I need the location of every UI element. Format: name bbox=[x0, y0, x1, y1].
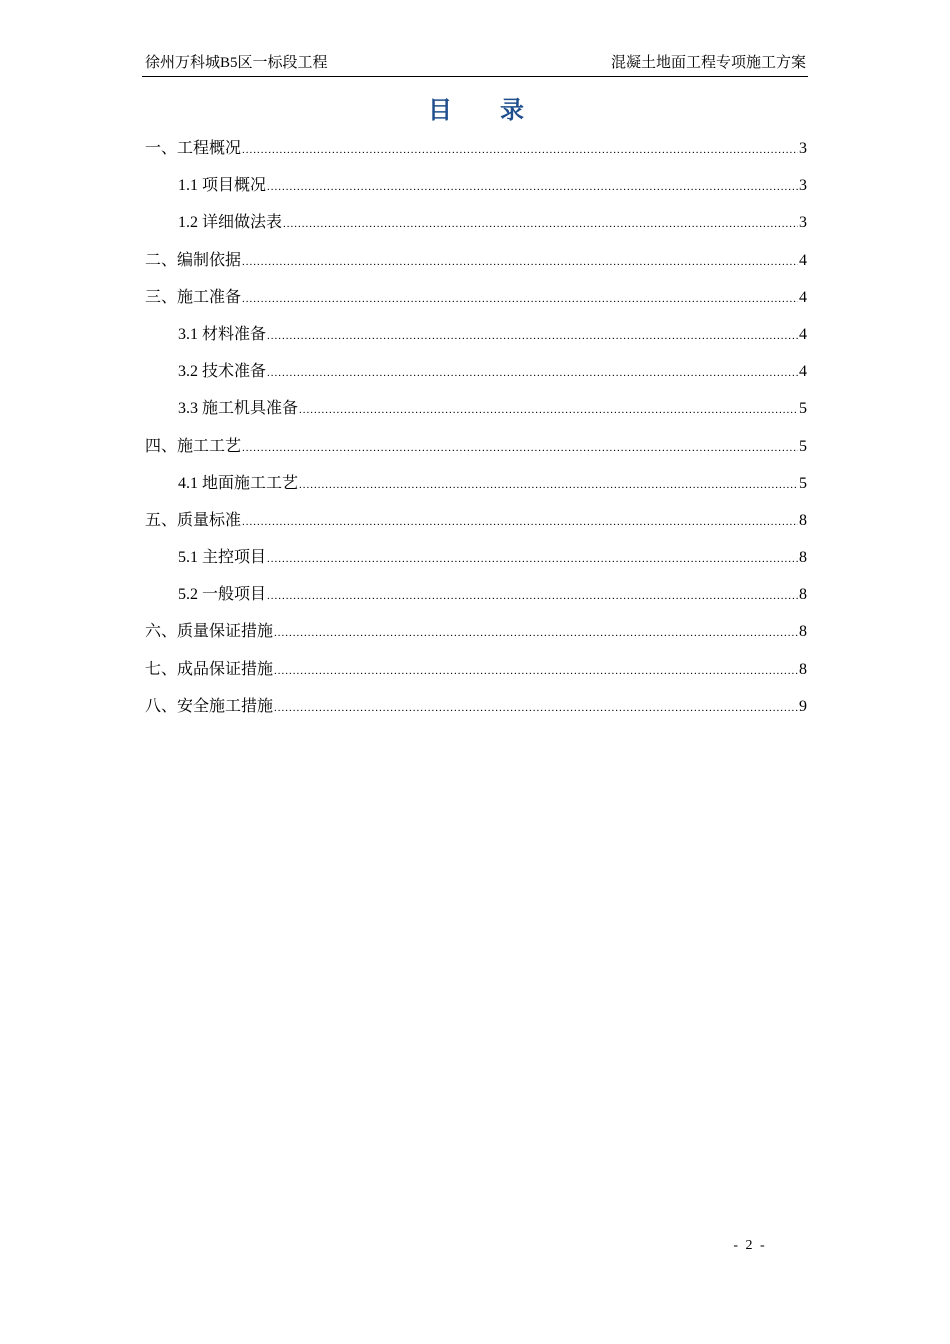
toc-entry-page: 5 bbox=[799, 400, 807, 418]
toc-entry-label: 5.1 主控项目 bbox=[178, 549, 267, 567]
toc-dot-leader bbox=[299, 467, 798, 504]
toc-entry-page: 4 bbox=[799, 251, 807, 269]
toc-entry-label: 三、施工准备 bbox=[145, 288, 242, 306]
header-document-title: 混凝土地面工程专项施工方案 bbox=[610, 55, 806, 71]
toc-dot-leader bbox=[274, 690, 798, 727]
toc-entry-label: 六、质量保证措施 bbox=[145, 623, 274, 641]
toc-entry-page: 3 bbox=[799, 177, 807, 195]
toc-title: 目录 bbox=[428, 96, 572, 124]
toc-dot-leader bbox=[267, 578, 798, 615]
toc-entry-label: 八、安全施工措施 bbox=[145, 697, 274, 715]
toc-entry-label: 4.1 地面施工工艺 bbox=[178, 474, 299, 492]
toc-entry-label: 3.3 施工机具准备 bbox=[178, 400, 299, 418]
toc-dot-leader bbox=[242, 430, 798, 467]
toc-entry-page: 3 bbox=[799, 214, 807, 232]
toc-entry[interactable] bbox=[145, 279, 807, 316]
toc-entry[interactable] bbox=[145, 502, 807, 539]
toc-entry-label: 一、工程概况 bbox=[145, 140, 242, 157]
toc-dot-leader bbox=[242, 132, 798, 169]
toc-entry[interactable] bbox=[145, 613, 807, 650]
toc-dot-leader bbox=[299, 392, 798, 429]
toc-entry[interactable] bbox=[145, 167, 807, 204]
toc-dot-leader bbox=[283, 206, 798, 243]
toc-entry-page: 4 bbox=[799, 325, 807, 343]
toc-entry-label: 二、编制依据 bbox=[145, 251, 242, 269]
toc-dot-leader bbox=[267, 318, 798, 355]
toc-entry[interactable] bbox=[145, 130, 807, 167]
toc-entry[interactable] bbox=[145, 688, 807, 725]
page-number: - 2 - bbox=[733, 1238, 767, 1253]
toc-entry-label: 5.2 一般项目 bbox=[178, 586, 267, 604]
table-of-contents bbox=[145, 130, 807, 725]
toc-entry[interactable] bbox=[145, 390, 807, 427]
page-header bbox=[142, 52, 808, 77]
header-project-name: 徐州万科城B5区一标段工程 bbox=[145, 55, 328, 71]
toc-entry-label: 3.1 材料准备 bbox=[178, 325, 267, 343]
toc-entry-page: 8 bbox=[799, 623, 807, 641]
toc-entry[interactable] bbox=[145, 316, 807, 353]
toc-entry[interactable] bbox=[145, 539, 807, 576]
toc-dot-leader bbox=[267, 355, 798, 392]
toc-entry-page: 3 bbox=[799, 140, 807, 157]
toc-entry[interactable] bbox=[145, 242, 807, 279]
toc-dot-leader bbox=[242, 504, 798, 541]
toc-entry[interactable] bbox=[145, 651, 807, 688]
toc-dot-leader bbox=[242, 244, 798, 281]
toc-entry-label: 七、成品保证措施 bbox=[145, 660, 274, 678]
toc-dot-leader bbox=[267, 541, 798, 578]
toc-entry-label: 五、质量标准 bbox=[145, 511, 242, 529]
toc-entry-page: 5 bbox=[799, 437, 807, 455]
toc-entry-page: 5 bbox=[799, 474, 807, 492]
toc-entry-label: 1.2 详细做法表 bbox=[178, 214, 283, 232]
toc-dot-leader bbox=[242, 281, 798, 318]
toc-entry[interactable] bbox=[145, 204, 807, 241]
toc-entry[interactable] bbox=[145, 465, 807, 502]
toc-entry-label: 3.2 技术准备 bbox=[178, 363, 267, 381]
toc-entry-page: 4 bbox=[799, 288, 807, 306]
toc-entry-page: 9 bbox=[799, 697, 807, 715]
toc-entry[interactable] bbox=[145, 428, 807, 465]
toc-entry[interactable] bbox=[145, 353, 807, 390]
toc-entry-page: 8 bbox=[799, 660, 807, 678]
toc-entry[interactable] bbox=[145, 576, 807, 613]
toc-entry-page: 8 bbox=[799, 511, 807, 529]
toc-dot-leader bbox=[274, 653, 798, 690]
toc-entry-label: 四、施工工艺 bbox=[145, 437, 242, 455]
toc-entry-label: 1.1 项目概况 bbox=[178, 177, 267, 195]
toc-dot-leader bbox=[267, 169, 798, 206]
toc-entry-page: 8 bbox=[799, 549, 807, 567]
toc-entry-page: 8 bbox=[799, 586, 807, 604]
toc-entry-page: 4 bbox=[799, 363, 807, 381]
toc-dot-leader bbox=[274, 615, 798, 652]
